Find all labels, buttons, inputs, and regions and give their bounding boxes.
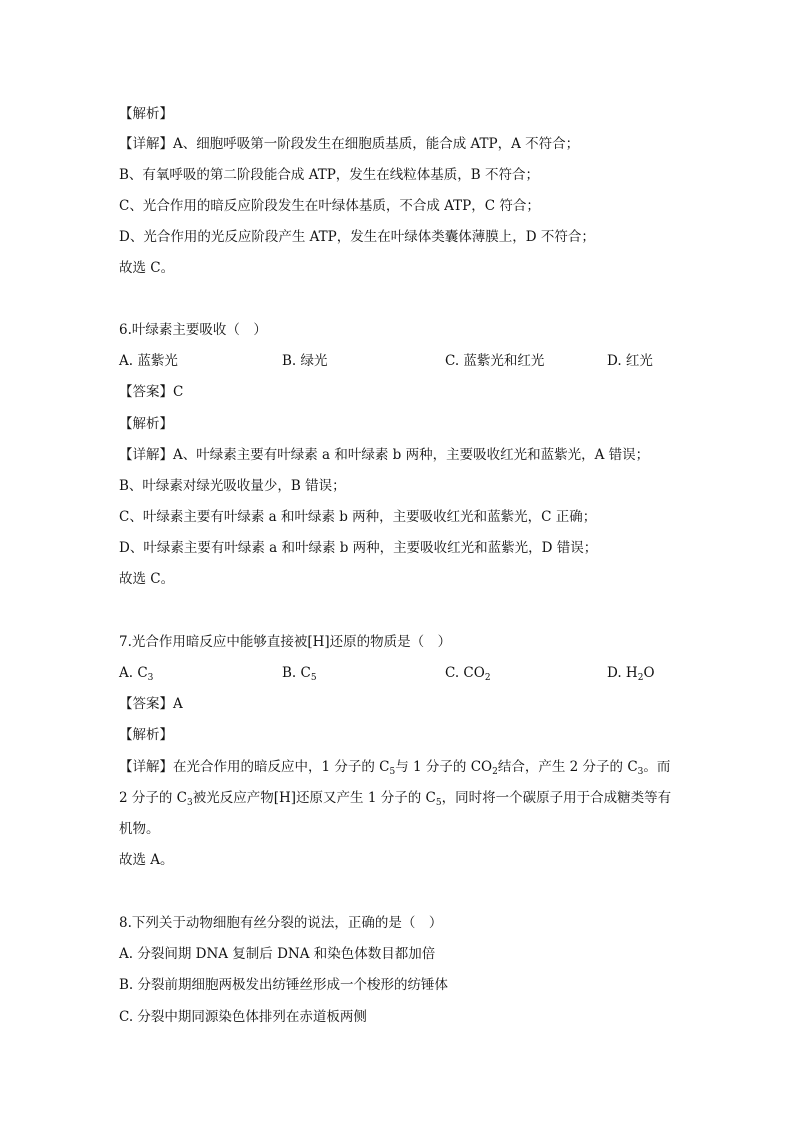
- question-6: 6.叶绿素主要吸收（ ）: [119, 322, 267, 338]
- q8-option-a: A. 分裂间期 DNA 复制后 DNA 和染色体数目都加倍: [119, 946, 436, 962]
- detail-line-d: D、光合作用的光反应阶段产生 ATP，发生在叶绿体类囊体薄膜上，D 不符合；: [119, 229, 595, 245]
- q7-detail-line-3: 机物。: [119, 821, 160, 837]
- q7-option-d: D. $H_2O$: [607, 665, 655, 683]
- q7-answer: 【答案】A: [119, 696, 183, 712]
- q7-conclusion: 故选 A。: [119, 852, 174, 868]
- detail-line-a: 【详解】A、细胞呼吸第一阶段发生在细胞质基质，能合成 ATP，A 不符合；: [119, 136, 580, 152]
- q6-analysis-label: 【解析】: [119, 416, 173, 432]
- q8-option-c: C. 分裂中期同源染色体排列在赤道板两侧: [119, 1009, 367, 1025]
- q6-detail-line-a: 【详解】A、叶绿素主要有叶绿素 a 和叶绿素 b 两种，主要吸收红光和蓝紫光，A 错误；: [119, 447, 650, 463]
- q6-detail-line-d: D、叶绿素主要有叶绿素 a 和叶绿素 b 两种，主要吸收红光和蓝紫光，D 错误；: [119, 540, 598, 556]
- q6-option-b: B. 绿光: [282, 353, 328, 369]
- analysis-label: 【解析】: [119, 106, 173, 122]
- q6-answer: 【答案】C: [119, 384, 184, 400]
- q8-option-b: B. 分裂前期细胞两极发出纺锤丝形成一个梭形的纺锤体: [119, 977, 449, 993]
- q6-option-d: D. 红光: [607, 353, 653, 369]
- q6-detail-line-c: C、叶绿素主要有叶绿素 a 和叶绿素 b 两种，主要吸收红光和蓝紫光，C 正确；: [119, 509, 597, 525]
- detail-line-c: C、光合作用的暗反应阶段发生在叶绿体基质，不合成 ATP，C 符合；: [119, 198, 540, 214]
- q6-option-c: C. 蓝紫光和红光: [445, 353, 545, 369]
- q6-option-a: A. 蓝紫光: [119, 353, 178, 369]
- detail-line-b: B、有氧呼吸的第二阶段能合成 ATP，发生在线粒体基质，B 不符合；: [119, 167, 540, 183]
- q7-option-c: C. $CO_2$: [445, 665, 491, 683]
- q7-detail-line-1: 【详解】在光合作用的暗反应中，1 分子的 $C_5$与 1 分子的 $CO_2$结合，产生 2 分子的 $C_3$。而: [119, 759, 671, 777]
- q7-option-b: B. $C_5$: [282, 665, 317, 683]
- q7-option-a: A. $C_3$: [119, 665, 154, 683]
- q7-detail-line-2: 2 分子的 $C_3$被光反应产物[H]还原又产生 1 分子的 $C_5$，同时将一个碳原子用于合成糖类等有: [119, 790, 672, 808]
- conclusion: 故选 C。: [119, 260, 175, 276]
- q6-conclusion: 故选 C。: [119, 571, 175, 587]
- q7-analysis-label: 【解析】: [119, 727, 173, 743]
- question-7: 7.光合作用暗反应中能够直接被[H]还原的物质是（ ）: [119, 634, 452, 650]
- question-8: 8.下列关于动物细胞有丝分裂的说法，正确的是（ ）: [119, 915, 443, 931]
- q6-detail-line-b: B、叶绿素对绿光吸收量少，B 错误；: [119, 478, 346, 494]
